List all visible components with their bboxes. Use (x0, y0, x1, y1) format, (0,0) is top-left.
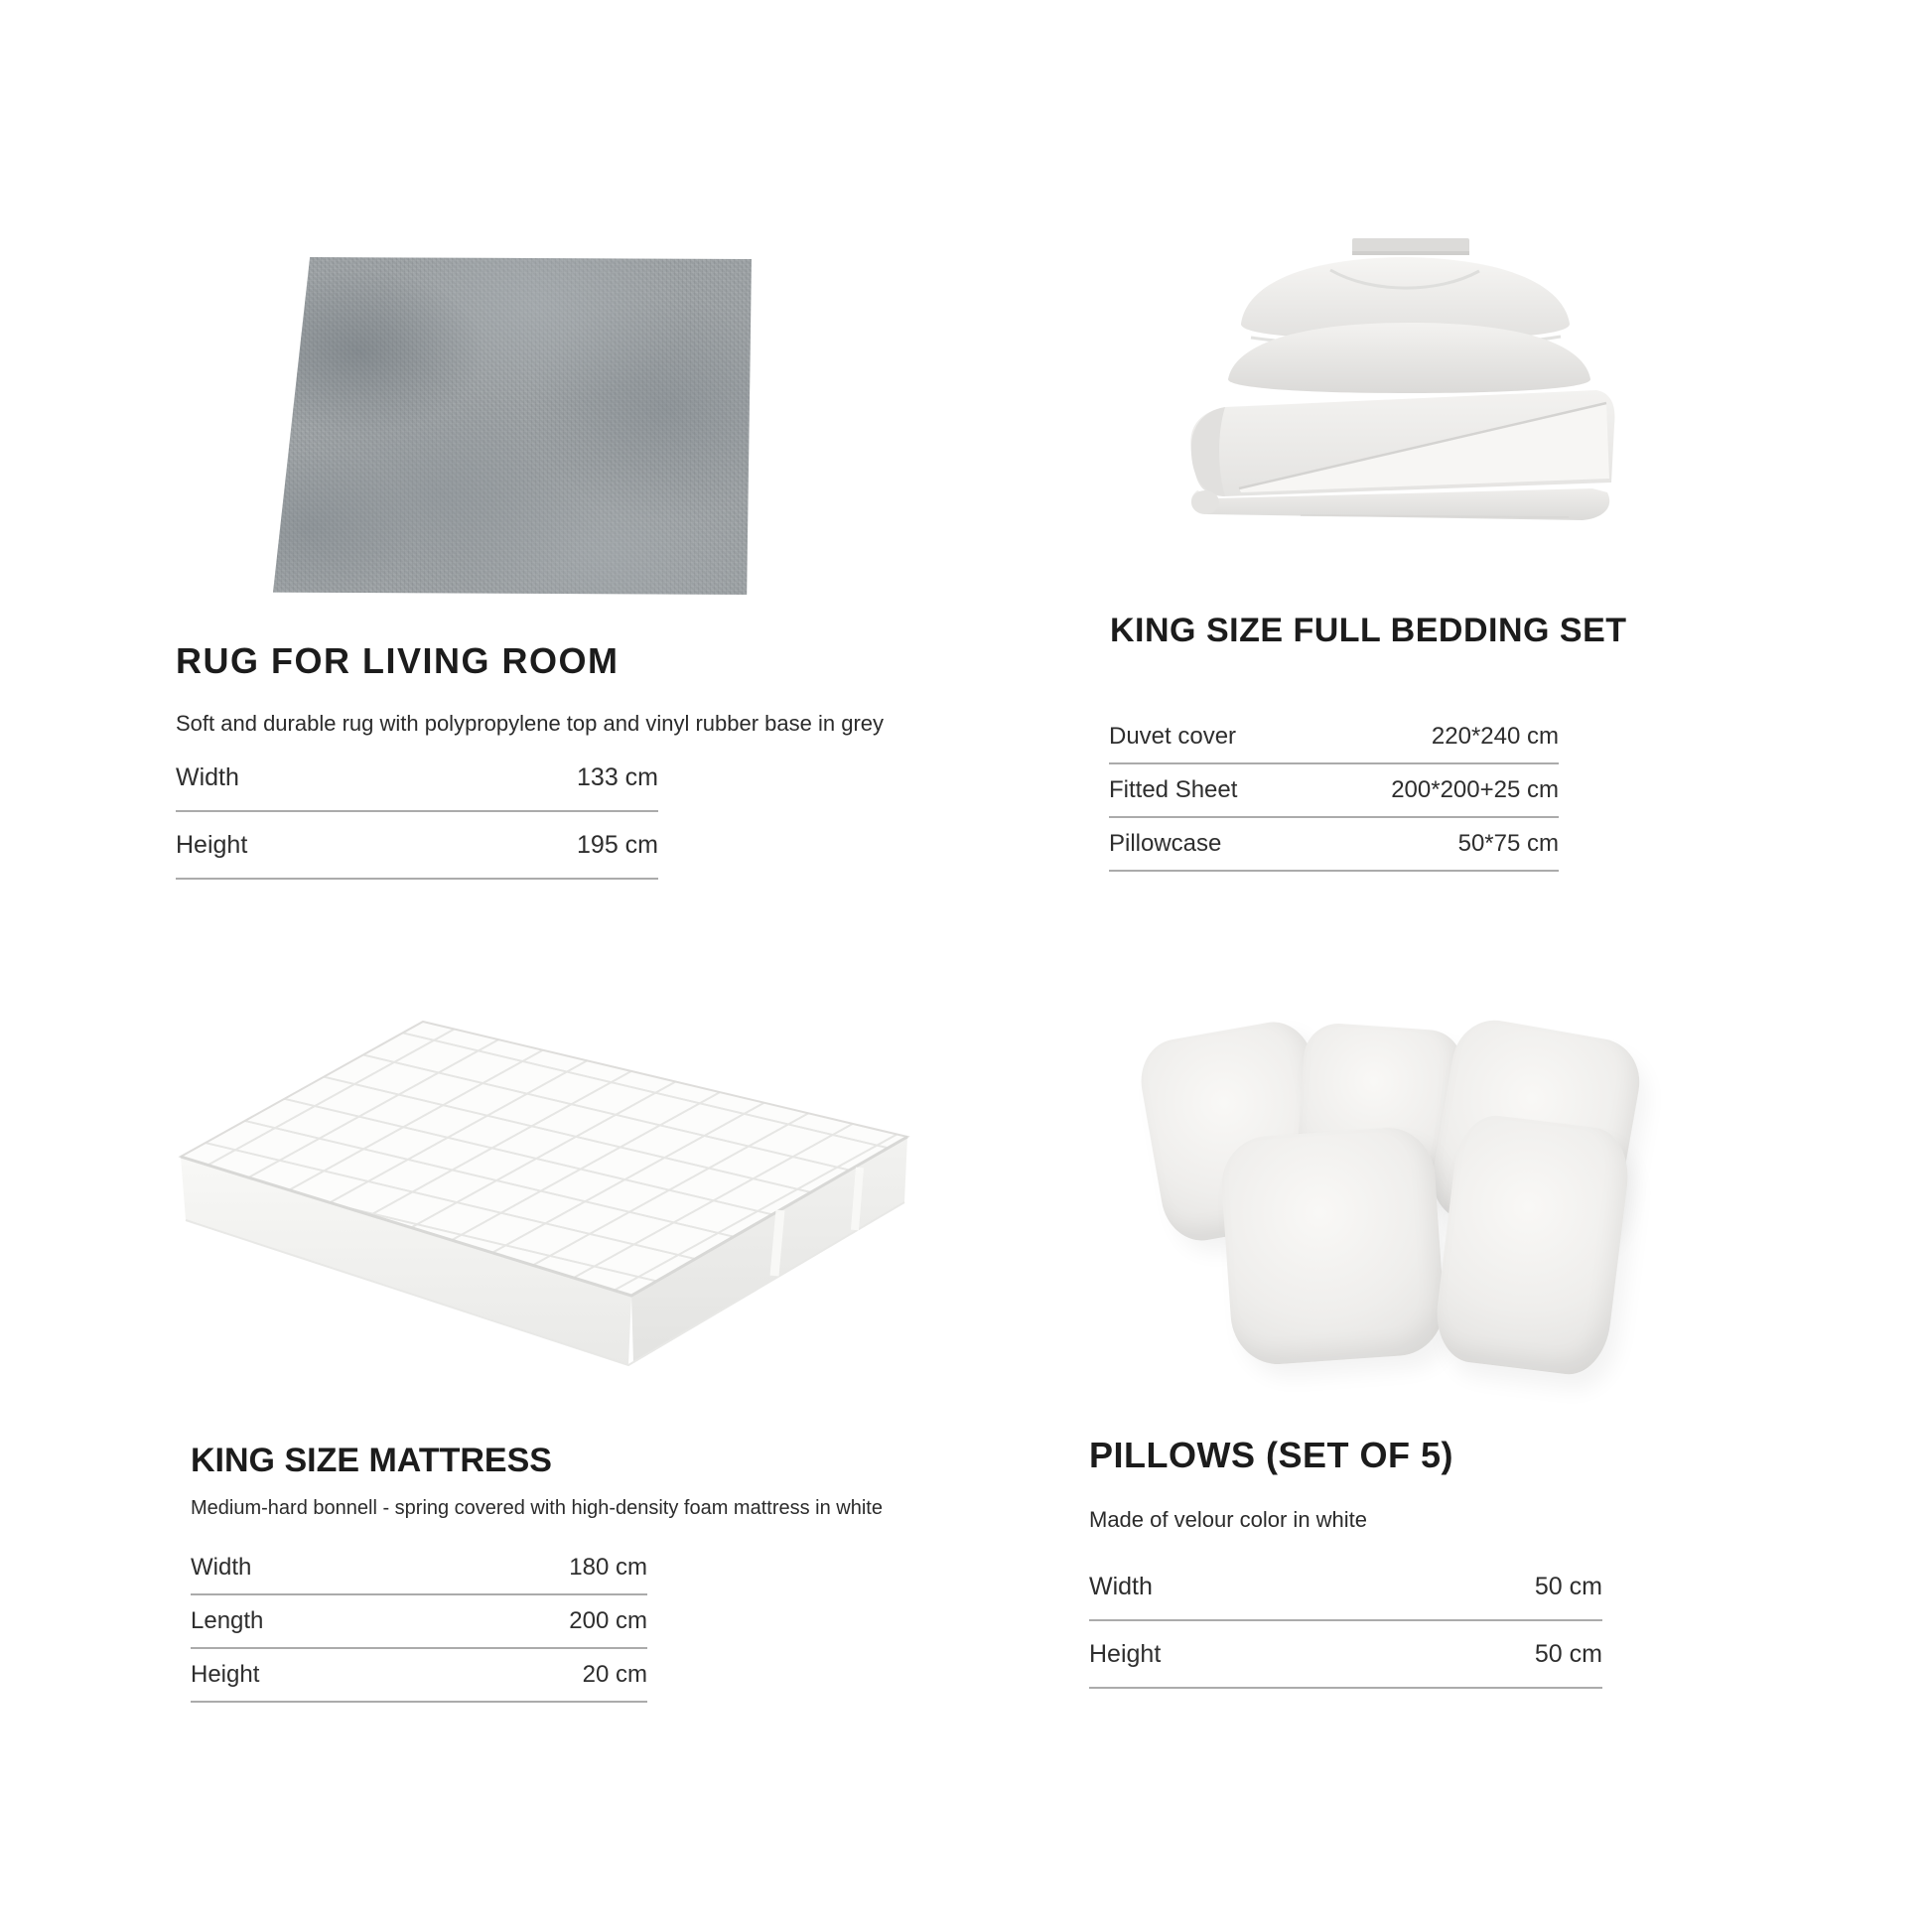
spec-label: Height (176, 830, 248, 859)
spec-row (1109, 818, 1559, 872)
spec-value: 200*200+25 cm (1391, 776, 1559, 803)
spec-label: Duvet cover (1109, 723, 1237, 750)
pillows-spec-table (1089, 1554, 1602, 1689)
spec-row (191, 1542, 647, 1595)
pillows-title: PILLOWS (SET OF 5) (1089, 1435, 1453, 1475)
spec-label: Width (1089, 1572, 1153, 1600)
spec-row (1089, 1621, 1602, 1689)
spec-label: Fitted Sheet (1109, 776, 1238, 803)
spec-value: 180 cm (569, 1554, 647, 1581)
spec-label: Height (191, 1661, 260, 1688)
spec-row (191, 1649, 647, 1703)
spec-value: 20 cm (582, 1661, 647, 1688)
pillows-description: Made of velour color in white (1089, 1507, 1368, 1532)
mattress-title: KING SIZE MATTRESS (191, 1442, 552, 1479)
spec-value: 50 cm (1534, 1572, 1602, 1600)
spec-label: Height (1089, 1639, 1162, 1668)
spec-row (176, 812, 658, 880)
spec-value: 220*240 cm (1431, 723, 1559, 750)
spec-value: 133 cm (577, 762, 658, 791)
rug-title: RUG FOR LIVING ROOM (176, 640, 620, 681)
spec-row (1089, 1554, 1602, 1621)
pillow-front-right (1431, 1111, 1633, 1378)
mattress-spec-table (191, 1542, 647, 1703)
spec-label: Pillowcase (1109, 830, 1222, 857)
spec-value: 50 cm (1534, 1639, 1602, 1668)
spec-value: 50*75 cm (1457, 830, 1559, 857)
bedding-spec-table (1109, 711, 1559, 872)
mattress-description: Medium-hard bonnell - spring covered with high-density foam mattress in white (191, 1497, 883, 1519)
spec-label: Length (191, 1607, 264, 1634)
pillows-image (1146, 1010, 1663, 1372)
rug-image (273, 257, 752, 595)
rug-spec-table (176, 745, 658, 880)
pillow-front-left (1218, 1125, 1448, 1367)
bedding-title: KING SIZE FULL BEDDING SET (1110, 612, 1627, 649)
spec-row (1109, 711, 1559, 764)
spec-row (191, 1595, 647, 1649)
spec-label: Width (191, 1554, 252, 1581)
rug-description: Soft and durable rug with polypropylene top and vinyl rubber base in grey (176, 711, 885, 736)
bedding-set-image (1181, 238, 1618, 521)
spec-label: Width (176, 762, 239, 791)
spec-value: 200 cm (569, 1607, 647, 1634)
spec-row (176, 745, 658, 812)
spec-value: 195 cm (577, 830, 658, 859)
spec-row (1109, 764, 1559, 818)
mattress-image (173, 1010, 911, 1377)
